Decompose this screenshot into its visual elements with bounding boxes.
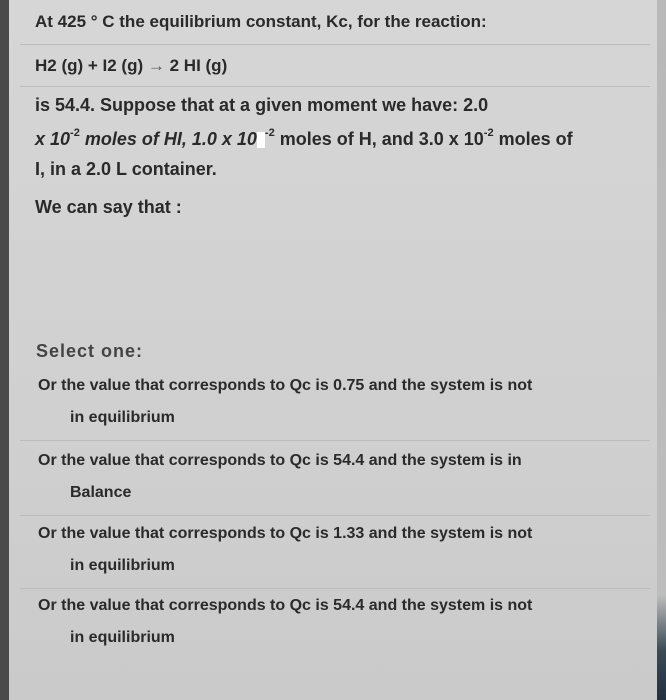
reaction-products: 2 HI (g)	[169, 56, 228, 75]
question-prompt: We can say that :	[35, 197, 182, 217]
para-line1: is 54.4. Suppose that at a given moment we have: 2.0	[35, 95, 489, 115]
para-line2: x $10^{-2}$ moles of HI, 1.0 x 10 $^{-2}$ moles of H, and 3.0 x $10^{-2}$ moles of	[35, 127, 573, 149]
separator	[20, 86, 650, 87]
select-one-label: Select one:	[36, 341, 144, 361]
answer-option-d[interactable]: Or the value that corresponds to Qc is 54.4 and the system is not in equilibrium	[38, 597, 533, 646]
answer-option-c[interactable]: Or the value that corresponds to Qc is 1.33 and the system is not in equilibrium	[38, 525, 533, 574]
right-edge	[657, 0, 666, 700]
separator	[20, 515, 650, 516]
question-paragraph	[35, 90, 625, 184]
question-line1: At 425 ° C the equilibrium constant, Kc, for the reaction:	[35, 12, 487, 31]
answer-option-a[interactable]: Or the value that corresponds to Qc is 0.75 and the system is not in equilibrium	[38, 377, 533, 426]
left-border	[0, 0, 9, 700]
separator	[20, 440, 650, 441]
para-line3: I, in a 2.0 L container.	[35, 159, 217, 179]
separator	[20, 44, 650, 45]
answer-option-b[interactable]: Or the value that corresponds to Qc is 54.4 and the system is in Balance	[38, 452, 522, 501]
reaction-equation	[35, 56, 227, 76]
separator	[20, 588, 650, 589]
reaction-reactants: H2 (g) + I2 (g)	[35, 56, 144, 75]
white-mark	[257, 132, 265, 148]
arrow-icon: →	[147, 56, 165, 75]
